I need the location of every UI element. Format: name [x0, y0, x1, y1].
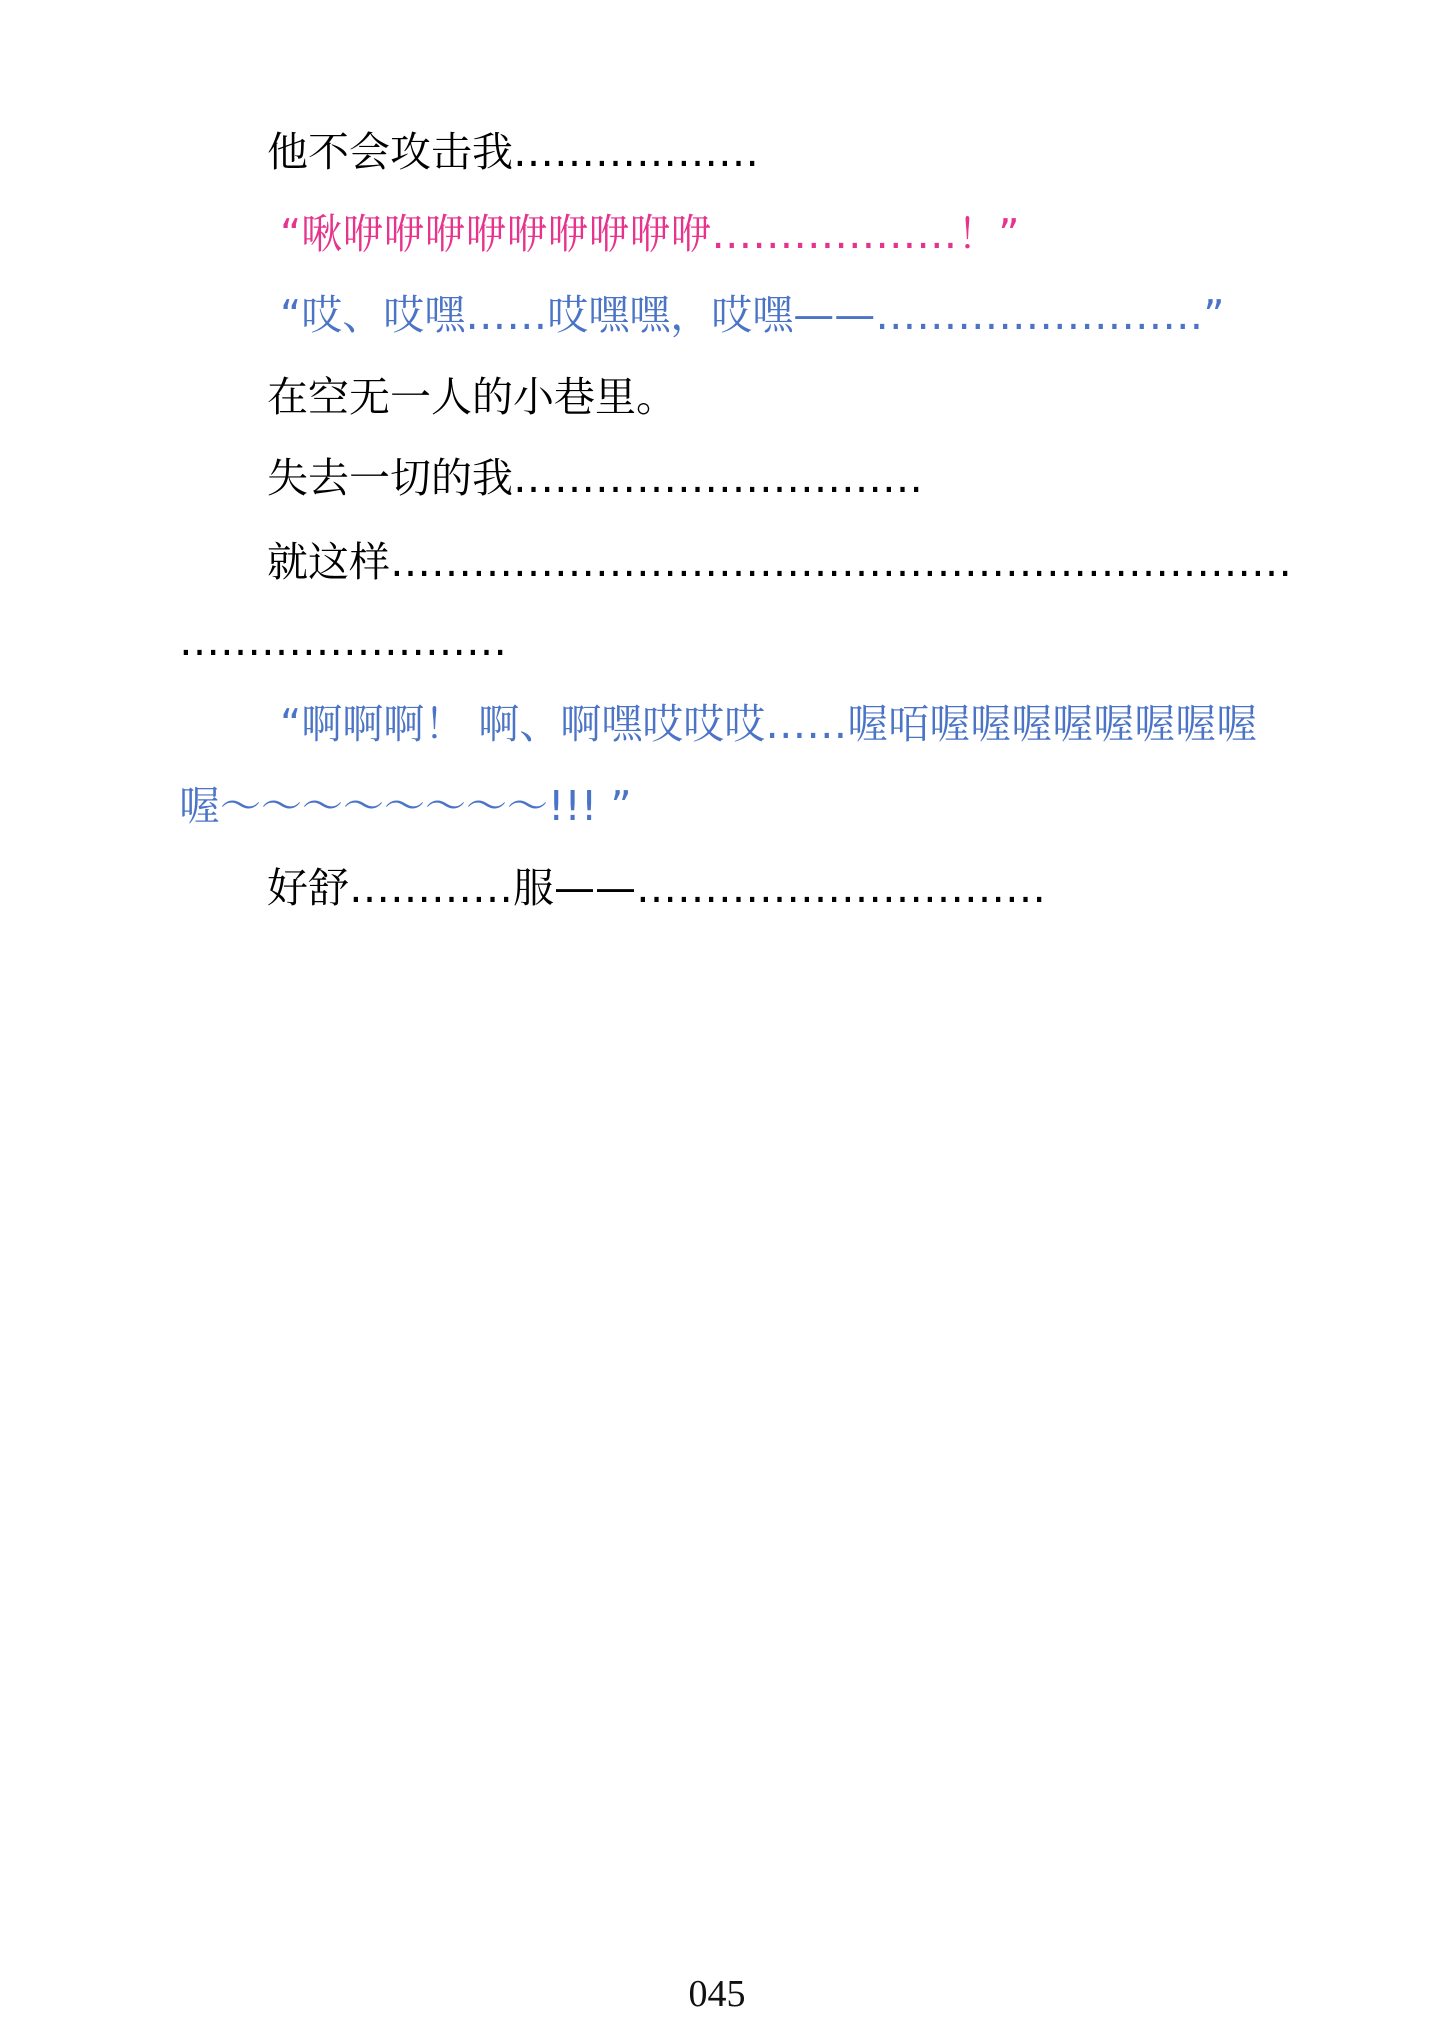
dialogue-line: “啾咿咿咿咿咿咿咿咿咿………………！” [280, 210, 1020, 258]
narration-line: 失去一切的我………………………… [267, 454, 923, 502]
narration-line: 好舒…………服——………………………… [267, 864, 1046, 912]
narration-line: 在空无一人的小巷里。 [267, 373, 677, 421]
narration-line: 就这样………………………………………………………… [267, 538, 1292, 586]
continuation-line: 喔～～～～～～～～!!! ” [179, 782, 632, 830]
dialogue-line: “啊啊啊！ 啊、啊嘿哎哎哎……喔咟喔喔喔喔喔喔喔喔 [280, 700, 1258, 748]
narration-line: 他不会攻击我……………… [267, 128, 759, 176]
page-number: 045 [688, 1973, 746, 2015]
dialogue-line: “哎、哎嘿……哎嘿嘿，哎嘿——……………………” [280, 291, 1225, 339]
continuation-line: …………………… [179, 617, 507, 665]
